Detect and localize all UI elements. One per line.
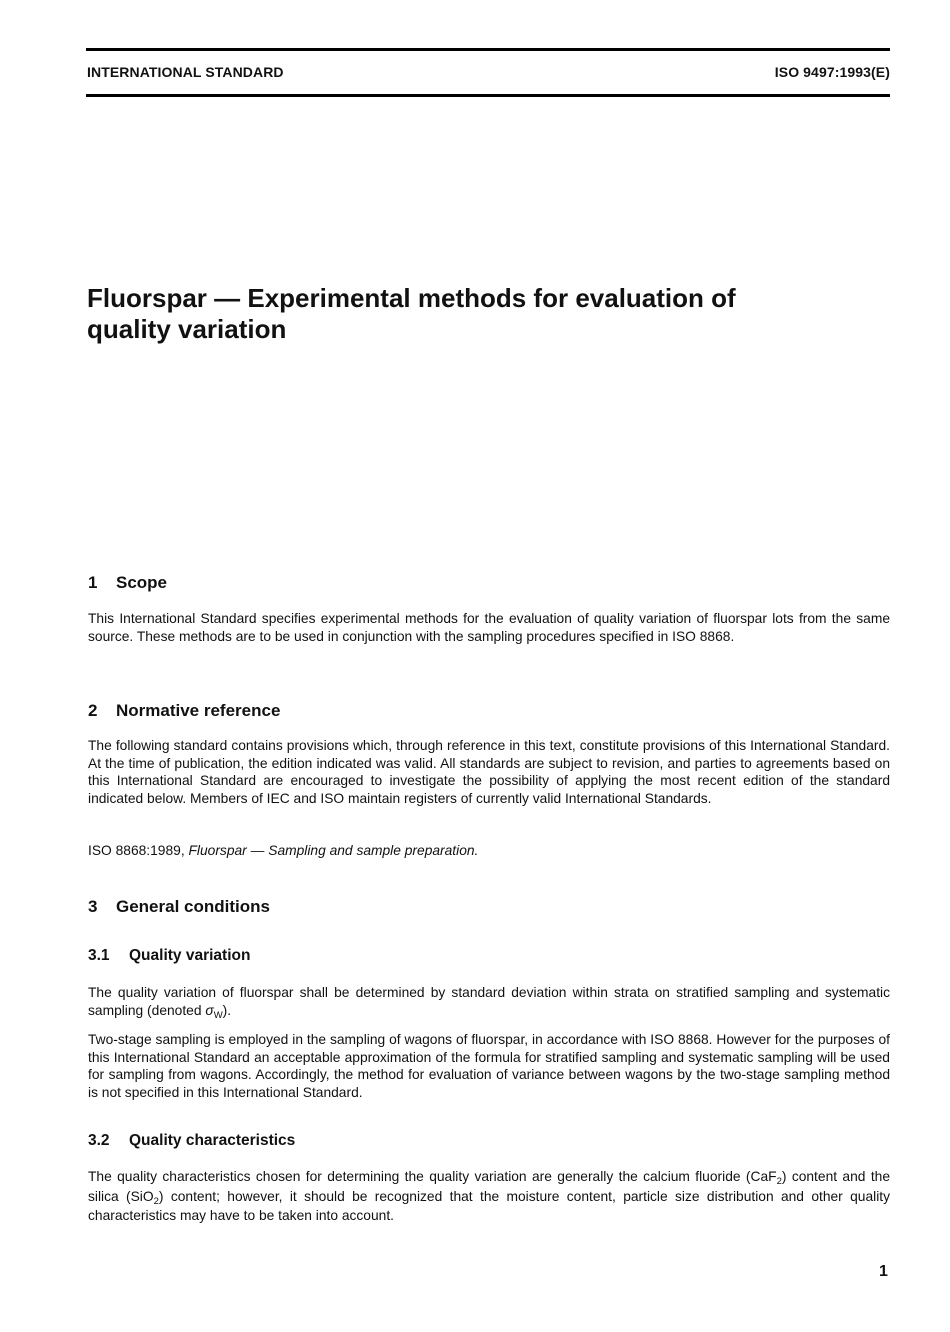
qc-text-2: ) content and the silica (SiO [88,1169,890,1204]
section-2-text: The following standard contains provisions which, through reference in this text, constitute provisions of this International Standard. At the time of publication, the edition indicated was valid. All standards are subject to revision, and parties to agreements based on this International Standard are encouraged to investigate the possibility of applying the most recent edition of the standard indicated below. Members of IEC and ISO maintain registers of currently valid International Standards. [88,738,890,807]
section-3-heading [88,897,270,917]
section-3-1-heading [88,947,250,965]
title-line-2: quality variation [87,314,287,344]
section-2-number: 2 [88,701,98,720]
section-1-heading [88,573,167,593]
section-3-1-number: 3.1 [88,947,110,964]
reference-number: ISO 8868:1989, [88,843,189,858]
section-3-number: 3 [88,897,98,916]
qc-text-1: The quality characteristics chosen for determining the quality variation are generally the calcium fluoride (CaF [88,1169,777,1184]
sigma-subscript: W [213,1009,223,1021]
normative-reference-entry [88,842,890,860]
sigma-symbol: σ [205,1002,214,1018]
reference-title: Fluorspar — Sampling and sample preparation. [188,843,479,858]
header-bottom-rule [86,94,890,97]
section-3-2-title: Quality characteristics [129,1132,296,1149]
document-title [87,283,887,345]
section-3-2-heading [88,1132,295,1150]
section-1-text: This International Standard specifies experimental methods for the evaluation of quality variation of fluorspar lots from the same source. These methods are to be used in conjunction with the sampling procedures specified in ISO 8868. [88,611,890,644]
header-left-label: INTERNATIONAL STANDARD [87,64,284,80]
section-3-1-paragraph-1 [88,984,890,1021]
page-number: 1 [879,1263,888,1280]
section-1-title: Scope [116,573,168,592]
section-3-1-paragraph-2: Two-stage sampling is employed in the sampling of wagons of fluorspar, in accordance with ISO 8868. However for the purposes of this International Standard an acceptable approximation of the formula for stratified sampling and systematic sampling will be used for sampling from wagons. Accordingly, the method for evaluation of variance between wagons by the two-stage sampling method is not specified in this International Standard. [88,1032,890,1101]
section-3-1-title: Quality variation [129,947,251,964]
section-3-title: General conditions [116,897,270,916]
header-document-number: ISO 9497:1993(E) [774,64,890,80]
section-1-number: 1 [88,573,98,592]
header-top-rule [86,48,890,51]
section-2-heading [88,701,280,721]
section-3-2-text [88,1168,890,1225]
caf2-subscript: 2 [776,1176,782,1187]
p1-text: The quality variation of fluorspar shall be determined by standard deviation within strata on stratified sampling and systematic sampling (denoted [88,985,890,1018]
title-line-1: Fluorspar — Experimental methods for evaluation of [87,283,736,313]
section-2-title: Normative reference [116,701,281,720]
p1-text-end: ). [222,1002,232,1018]
qc-text-3: ) content; however, it should be recognized that the moisture content, particle size distribution and other quality characteristics may have to be taken into account. [88,1188,890,1224]
section-3-2-number: 3.2 [88,1132,110,1149]
sio2-subscript: 2 [153,1195,159,1207]
